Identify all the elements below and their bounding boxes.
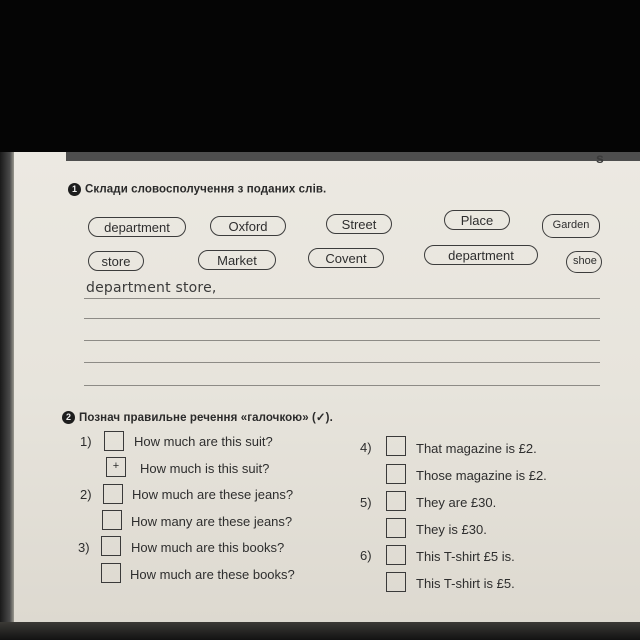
answer-checkbox[interactable] (102, 510, 122, 530)
answer-checkbox[interactable] (386, 491, 406, 511)
answer-checkbox[interactable] (386, 464, 406, 484)
answer-checkbox[interactable] (386, 572, 406, 592)
sentence-option: How much are these books? (130, 567, 295, 582)
question-number: 5) (360, 495, 372, 510)
sentence-option: This T-shirt £5 is. (416, 549, 515, 564)
word-place: Place (444, 210, 510, 230)
question-number: 1) (80, 434, 92, 449)
answer-checkbox[interactable] (103, 484, 123, 504)
answer-checkbox[interactable] (386, 436, 406, 456)
word-covent: Covent (308, 248, 384, 268)
word-market: Market (198, 250, 276, 270)
sentence-option: How much are these jeans? (132, 487, 294, 502)
header-bar (66, 152, 640, 161)
word-department-2: department (424, 245, 538, 265)
page-edge (0, 152, 14, 632)
task1-number: 1 (68, 183, 81, 196)
word-store: store (88, 251, 144, 271)
sentence-option: That magazine is £2. (416, 441, 537, 456)
sentence-option: How many are these jeans? (131, 514, 293, 529)
answer-checkbox[interactable] (104, 431, 124, 451)
question-number: 3) (78, 540, 90, 555)
question-number: 4) (360, 440, 372, 455)
question-number: 6) (360, 548, 372, 563)
question-number: 2) (80, 487, 92, 502)
sentence-option: This T-shirt is £5. (416, 576, 515, 591)
sentence-option: How much are this books? (131, 540, 285, 555)
sentence-option: Those magazine is £2. (416, 468, 547, 483)
sentence-option: They is £30. (416, 522, 487, 537)
table-surface (0, 622, 640, 640)
word-department: department (88, 217, 186, 237)
answer-checkbox[interactable] (101, 536, 121, 556)
answer-checkbox[interactable] (386, 545, 406, 565)
writing-line (84, 298, 600, 299)
task1-title: Склади словосполучення з поданих слів. (85, 183, 327, 196)
writing-line (84, 362, 600, 363)
answer-checkbox[interactable] (386, 518, 406, 538)
answer-checkbox[interactable] (101, 563, 121, 583)
word-shoe: shoe (566, 251, 602, 273)
task2-number: 2 (62, 411, 75, 424)
task2-title: Познач правильне речення «галочкою» (✓). (79, 412, 333, 424)
word-street: Street (326, 214, 392, 234)
sentence-option: How much is this suit? (140, 461, 270, 476)
task2-heading (62, 410, 333, 424)
answer-checkbox[interactable]: + (106, 457, 126, 477)
header-corner-text: s (596, 150, 604, 166)
writing-line (84, 318, 600, 319)
task1-heading (68, 183, 326, 196)
handwritten-answer: department store, (86, 280, 217, 296)
writing-line (84, 385, 600, 386)
word-garden: Garden (542, 214, 600, 238)
writing-line (84, 340, 600, 341)
sentence-option: They are £30. (416, 495, 497, 510)
sentence-option: How much are this suit? (134, 434, 273, 449)
word-oxford: Oxford (210, 216, 286, 236)
